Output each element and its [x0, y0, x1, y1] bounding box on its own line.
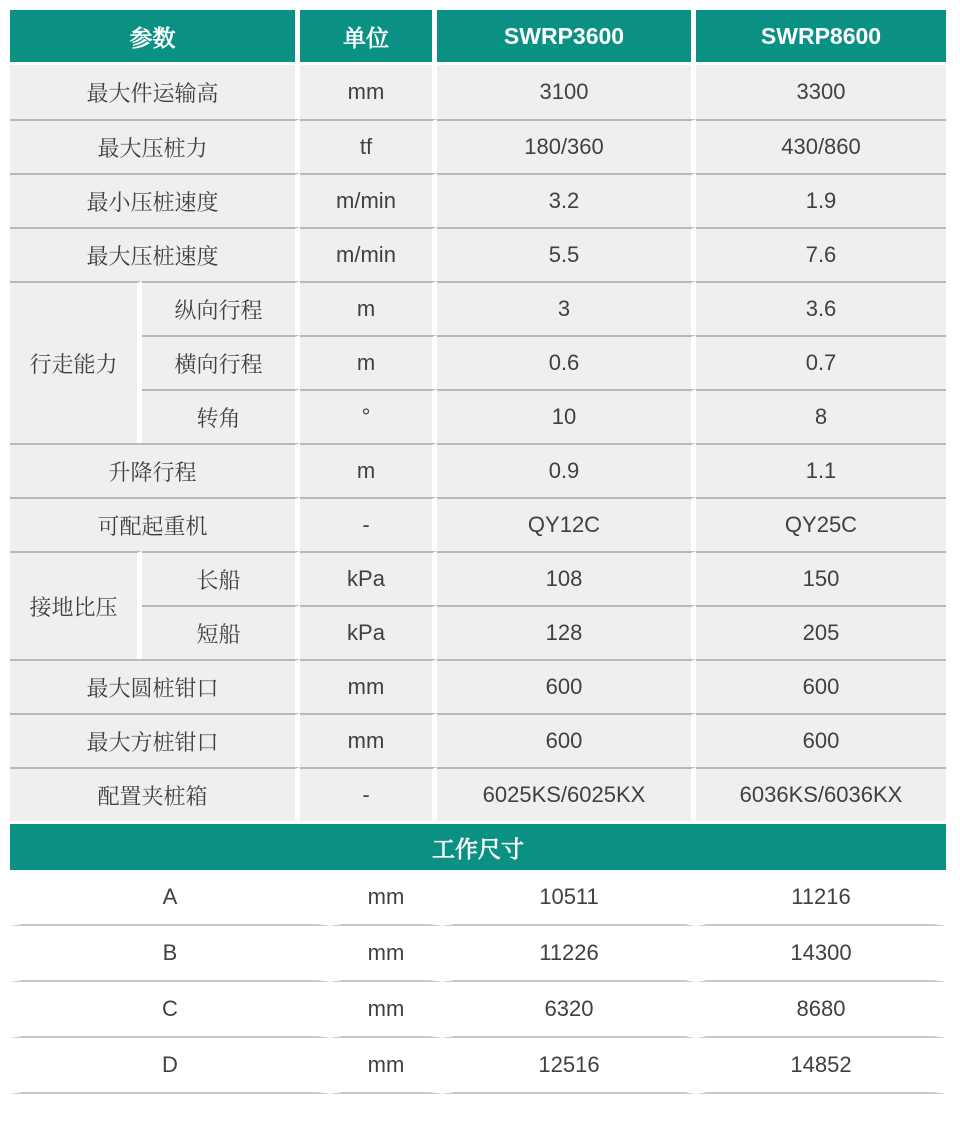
dimension-row	[10, 1038, 946, 1094]
spec-row	[10, 173, 946, 227]
value-cell-swrp8600: 3300	[696, 65, 946, 119]
spec-row	[10, 119, 946, 173]
param-cell: 配置夹桩箱	[10, 767, 300, 821]
unit-cell: tf	[300, 119, 437, 173]
param-sub-cell: 横向行程	[142, 335, 300, 389]
unit-cell: mm	[330, 982, 442, 1038]
value-cell-swrp3600: 12516	[442, 1038, 696, 1094]
value-cell-swrp8600: 600	[696, 659, 946, 713]
value-cell-swrp8600: 3.6	[696, 281, 946, 335]
value-cell-swrp8600: 8680	[696, 982, 946, 1038]
dimension-label-cell: A	[10, 870, 330, 926]
unit-cell: m	[300, 281, 437, 335]
spec-header-row	[10, 10, 946, 65]
param-sub-cell: 纵向行程	[142, 281, 300, 335]
unit-cell: mm	[330, 870, 442, 926]
value-cell-swrp8600: 430/860	[696, 119, 946, 173]
value-cell-swrp8600: 150	[696, 551, 946, 605]
param-sub-cell: 长船	[142, 551, 300, 605]
value-cell-swrp3600: 6025KS/6025KX	[437, 767, 696, 821]
unit-cell: mm	[330, 926, 442, 982]
param-cell: 最大件运输高	[10, 65, 300, 119]
working-dimensions-table	[10, 870, 946, 1094]
value-cell-swrp3600: 10	[437, 389, 696, 443]
value-cell-swrp3600: 11226	[442, 926, 696, 982]
param-cell: 升降行程	[10, 443, 300, 497]
value-cell-swrp8600: 0.7	[696, 335, 946, 389]
unit-cell: kPa	[300, 605, 437, 659]
param-cell: 最大压桩速度	[10, 227, 300, 281]
col-header-param: 参数	[10, 10, 300, 65]
spec-table	[10, 10, 946, 821]
param-cell: 可配起重机	[10, 497, 300, 551]
value-cell-swrp8600: 7.6	[696, 227, 946, 281]
value-cell-swrp3600: 0.6	[437, 335, 696, 389]
param-cell: 最小压桩速度	[10, 173, 300, 227]
unit-cell: m	[300, 335, 437, 389]
value-cell-swrp3600: 128	[437, 605, 696, 659]
value-cell-swrp8600: 600	[696, 713, 946, 767]
value-cell-swrp8600: 8	[696, 389, 946, 443]
unit-cell: mm	[300, 713, 437, 767]
unit-cell: m/min	[300, 173, 437, 227]
unit-cell: -	[300, 497, 437, 551]
spec-row	[10, 65, 946, 119]
param-sub-cell: 转角	[142, 389, 300, 443]
value-cell-swrp3600: 3100	[437, 65, 696, 119]
spec-row	[10, 659, 946, 713]
value-cell-swrp8600: 1.1	[696, 443, 946, 497]
col-header-model-swrp3600: SWRP3600	[437, 10, 696, 65]
col-header-unit: 单位	[300, 10, 437, 65]
value-cell-swrp3600: 600	[437, 659, 696, 713]
spec-row	[10, 497, 946, 551]
value-cell-swrp3600: 600	[437, 713, 696, 767]
spec-row	[10, 767, 946, 821]
dimension-label-cell: B	[10, 926, 330, 982]
value-cell-swrp8600: QY25C	[696, 497, 946, 551]
value-cell-swrp8600: 14852	[696, 1038, 946, 1094]
value-cell-swrp3600: 3	[437, 281, 696, 335]
dimension-label-cell: D	[10, 1038, 330, 1094]
param-cell: 最大圆桩钳口	[10, 659, 300, 713]
unit-cell: m	[300, 443, 437, 497]
value-cell-swrp3600: QY12C	[437, 497, 696, 551]
value-cell-swrp3600: 180/360	[437, 119, 696, 173]
value-cell-swrp8600: 11216	[696, 870, 946, 926]
spec-row	[10, 389, 946, 443]
spec-row	[10, 335, 946, 389]
unit-cell: mm	[330, 1038, 442, 1094]
spec-row	[10, 605, 946, 659]
unit-cell: mm	[300, 65, 437, 119]
unit-cell: °	[300, 389, 437, 443]
spec-row-group-start	[10, 551, 946, 605]
dimension-label-cell: C	[10, 982, 330, 1038]
spec-row	[10, 443, 946, 497]
dimension-row	[10, 926, 946, 982]
value-cell-swrp3600: 10511	[442, 870, 696, 926]
unit-cell: m/min	[300, 227, 437, 281]
section-title-working-dimensions: 工作尺寸	[10, 824, 946, 870]
param-sub-cell: 短船	[142, 605, 300, 659]
unit-cell: mm	[300, 659, 437, 713]
param-group-cell: 接地比压	[10, 551, 142, 659]
value-cell-swrp3600: 0.9	[437, 443, 696, 497]
value-cell-swrp3600: 108	[437, 551, 696, 605]
param-cell: 最大压桩力	[10, 119, 300, 173]
value-cell-swrp8600: 205	[696, 605, 946, 659]
col-header-model-swrp8600: SWRP8600	[696, 10, 946, 65]
dimension-row	[10, 982, 946, 1038]
unit-cell: kPa	[300, 551, 437, 605]
param-cell: 最大方桩钳口	[10, 713, 300, 767]
value-cell-swrp3600: 5.5	[437, 227, 696, 281]
unit-cell: -	[300, 767, 437, 821]
spec-row	[10, 713, 946, 767]
param-group-cell: 行走能力	[10, 281, 142, 443]
value-cell-swrp8600: 6036KS/6036KX	[696, 767, 946, 821]
value-cell-swrp3600: 3.2	[437, 173, 696, 227]
spec-row-group-start	[10, 281, 946, 335]
spec-row	[10, 227, 946, 281]
value-cell-swrp3600: 6320	[442, 982, 696, 1038]
value-cell-swrp8600: 14300	[696, 926, 946, 982]
value-cell-swrp8600: 1.9	[696, 173, 946, 227]
dimension-row	[10, 870, 946, 926]
